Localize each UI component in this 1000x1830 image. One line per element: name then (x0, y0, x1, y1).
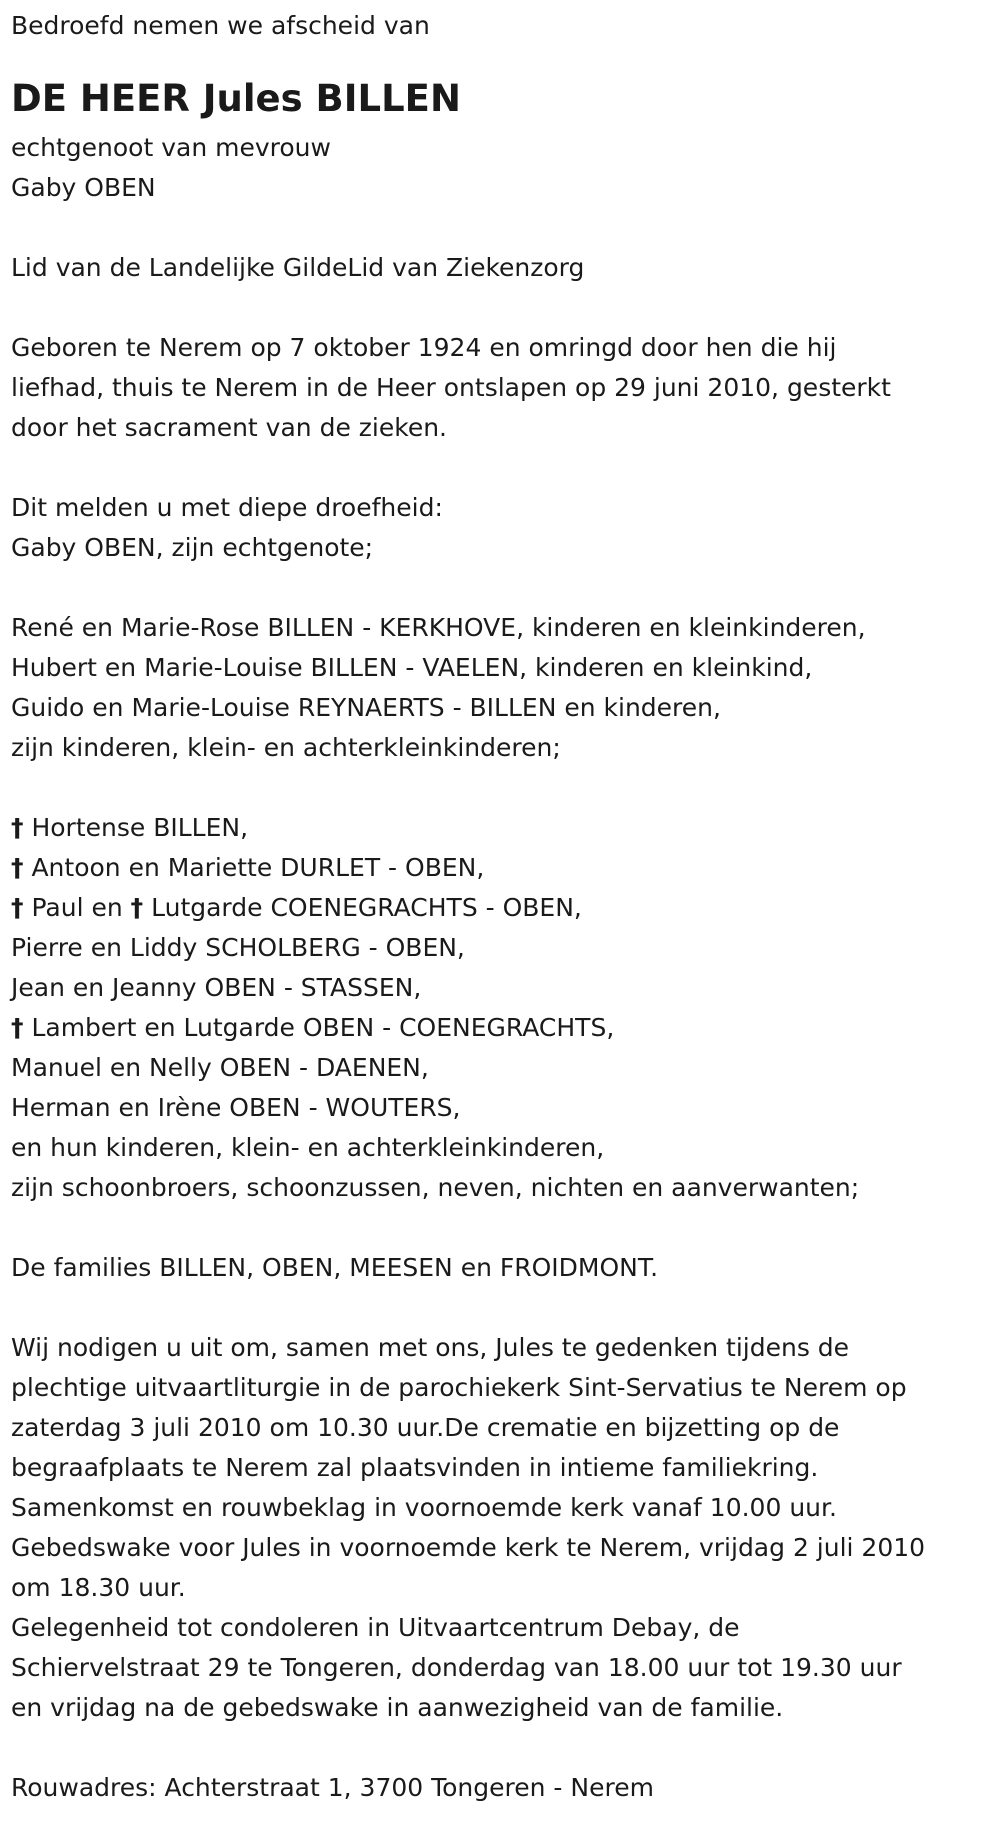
paragraph-line: Geboren te Nerem op 7 oktober 1924 en omringd door hen die hij (11, 333, 837, 362)
relative-text: Antoon en Mariette DURLET - OBEN, (31, 853, 485, 882)
relative-text: Lutgarde COENEGRACHTS - OBEN, (151, 893, 582, 922)
list-item: Guido en Marie-Louise REYNAERTS - BILLEN en kinderen, (11, 693, 721, 722)
list-item: en hun kinderen, klein- en achterkleinkinderen, (11, 1133, 605, 1162)
spacer (11, 1288, 980, 1328)
relatives-list (11, 808, 980, 1208)
paragraph-line: Gelegenheid tot condoleren in Uitvaartcentrum Debay, de (11, 1613, 740, 1642)
spacer (11, 448, 980, 488)
families-text: De families BILLEN, OBEN, MEESEN en FROIDMONT. (11, 1253, 659, 1282)
relative-text: Paul en (31, 893, 123, 922)
paragraph-line: Gaby OBEN, zijn echtgenote; (11, 533, 374, 562)
cross-icon: † (11, 853, 24, 882)
spouse-label: echtgenoot van mevrouw (11, 133, 331, 162)
spacer (11, 208, 980, 248)
list-item (11, 848, 980, 888)
list-item: Hubert en Marie-Louise BILLEN - VAELEN, kinderen en kleinkind, (11, 653, 813, 682)
spacer (11, 768, 980, 808)
list-item: Herman en Irène OBEN - WOUTERS, (11, 1093, 461, 1122)
paragraph-line: Samenkomst en rouwbeklag in voornoemde kerk vanaf 10.00 uur. (11, 1493, 837, 1522)
relative-text: Lambert en Lutgarde OBEN - COENEGRACHTS, (31, 1013, 615, 1042)
spouse-name: Gaby OBEN (11, 173, 156, 202)
mourning-address: Rouwadres: Achterstraat 1, 3700 Tongeren - Nerem (11, 1773, 654, 1802)
paragraph-line: om 18.30 uur. (11, 1573, 186, 1602)
spacer (11, 568, 980, 608)
list-item: zijn schoonbroers, schoonzussen, neven, nichten en aanverwanten; (11, 1173, 860, 1202)
birth-death-paragraph (11, 328, 980, 448)
memberships-text: Lid van de Landelijke GildeLid van Ziekenzorg (11, 253, 585, 282)
cross-icon: † (11, 813, 24, 842)
ceremony-paragraph (11, 1328, 980, 1728)
paragraph-line: zaterdag 3 juli 2010 om 10.30 uur.De crematie en bijzetting op de (11, 1413, 840, 1442)
intro-text: Bedroefd nemen we afscheid van (11, 11, 430, 40)
spacer (11, 1208, 980, 1248)
paragraph-line: begraafplaats te Nerem zal plaatsvinden in intieme familiekring. (11, 1453, 819, 1482)
cross-icon: † (130, 893, 144, 922)
paragraph-line: Gebedswake voor Jules in voornoemde kerk te Nerem, vrijdag 2 juli 2010 (11, 1533, 926, 1562)
list-item (11, 1008, 980, 1048)
list-item: Jean en Jeanny OBEN - STASSEN, (11, 973, 422, 1002)
paragraph-line: Schiervelstraat 29 te Tongeren, donderdag van 18.00 uur tot 19.30 uur (11, 1653, 902, 1682)
announcers-paragraph (11, 488, 980, 568)
list-item: Manuel en Nelly OBEN - DAENEN, (11, 1053, 429, 1082)
list-item: zijn kinderen, klein- en achterkleinkinderen; (11, 733, 561, 762)
paragraph-line: en vrijdag na de gebedswake in aanwezigheid van de familie. (11, 1693, 784, 1722)
cross-icon: † (11, 1013, 24, 1042)
paragraph-line: Wij nodigen u uit om, samen met ons, Jules te gedenken tijdens de (11, 1333, 850, 1362)
list-item: Pierre en Liddy SCHOLBERG - OBEN, (11, 933, 465, 962)
paragraph-line: Dit melden u met diepe droefheid: (11, 493, 443, 522)
obituary-notice (11, 6, 980, 1808)
spacer (11, 288, 980, 328)
cross-icon: † (11, 893, 24, 922)
paragraph-line: door het sacrament van de zieken. (11, 413, 447, 442)
deceased-name: DE HEER Jules BILLEN (11, 77, 461, 120)
list-item (11, 808, 980, 848)
spacer (11, 1728, 980, 1768)
paragraph-line: plechtige uitvaartliturgie in de parochiekerk Sint-Servatius te Nerem op (11, 1373, 907, 1402)
children-list (11, 608, 980, 768)
paragraph-line: liefhad, thuis te Nerem in de Heer ontslapen op 29 juni 2010, gesterkt (11, 373, 891, 402)
relative-text: Hortense BILLEN, (31, 813, 249, 842)
list-item: René en Marie-Rose BILLEN - KERKHOVE, kinderen en kleinkinderen, (11, 613, 866, 642)
list-item (11, 888, 980, 928)
